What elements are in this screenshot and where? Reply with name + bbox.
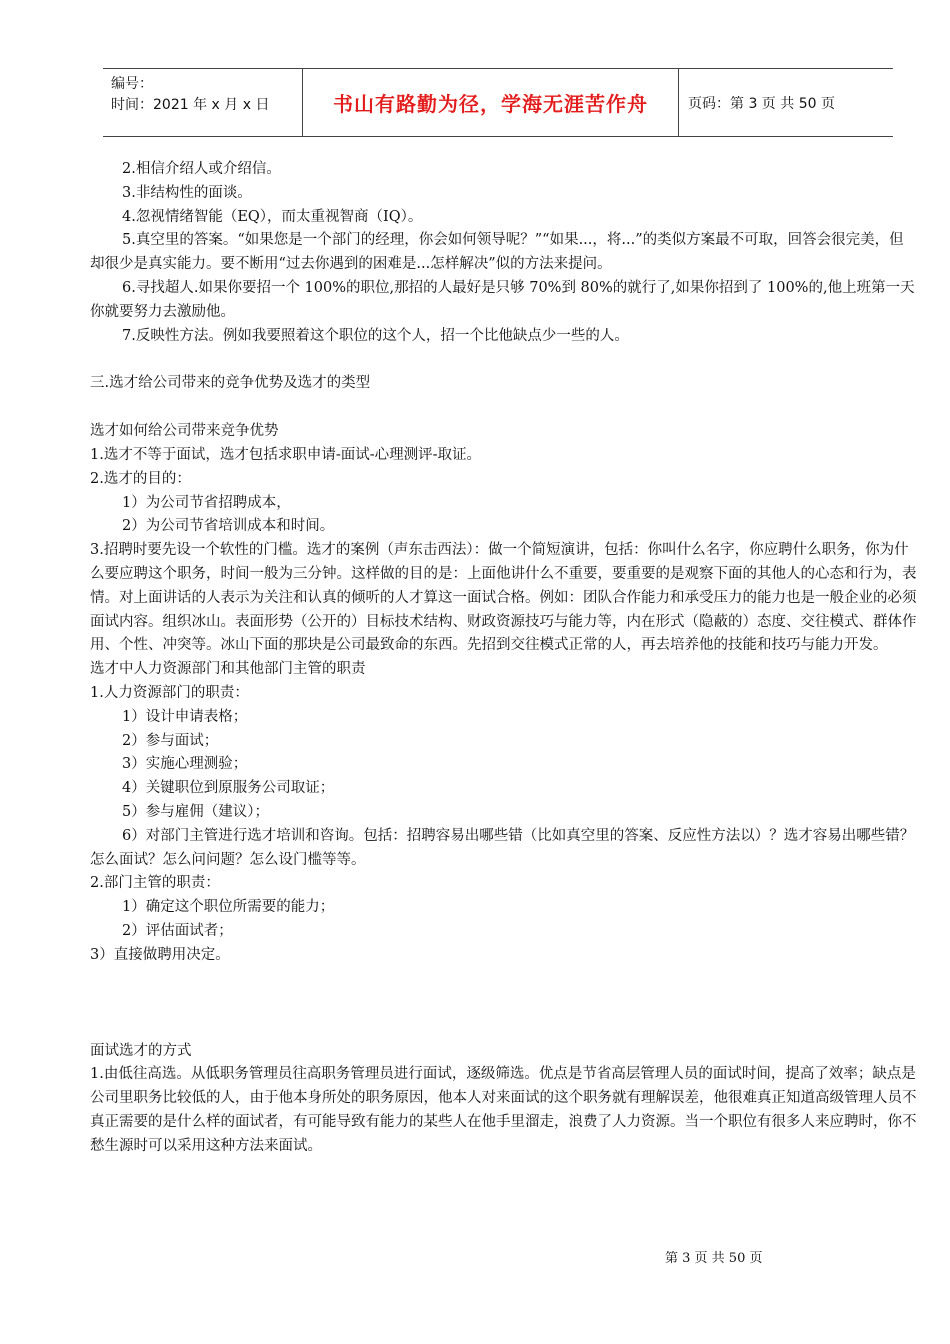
- header-meta: [103, 69, 303, 136]
- list-item: 2）评估面试者；: [122, 922, 233, 939]
- paragraph: 7.反映性方法。例如我要照着这个职位的这个人，招一个比他缺点少一些的人。: [122, 327, 629, 344]
- page-footer: 第 3 页 共 50 页: [665, 1251, 763, 1266]
- paragraph: 1.由低往高选。从低职务管理员往高职务管理员进行面试，逐级筛选。优点是节省高层管理人员的面试时间，提高了效率；缺点是公司里职务比较低的人，由于他本身所处的职务原因，他本人对来面试的这个职务就有理解误差，他很难真正知道高级管理人员不真正需要的是什么样的面试者，有可能导致有能力的某些人在他手里溜走，浪费了人力资源。当一个职位有很多人来应聘时，你不愁生源时可以采用这种方法来面试。: [90, 1066, 917, 1154]
- paragraph: 2.选才的目的：: [90, 470, 191, 487]
- list-item: 3）实施心理测验；: [122, 756, 248, 773]
- header-page-label: 页码：第 3 页 共 50 页: [688, 95, 835, 112]
- paragraph: 3.招聘时要先设一个软性的门槛。选才的案例（声东击西法）：做一个简短演讲，包括：你叫什么名字，你应聘什么职务，你为什么要应聘这个职务，时间一般为三分钟。这样做的目的是：上面他讲什么不重要，要重要的是观察下面的其他人的心态和行为，表情。对上面讲话的人表示为关注和认真的倾听的人才算这一面试合格。例如：团队合作能力和承受压力的能力也是一般企业的必须面试内容。组织冰山。表面形势（公开的）目标技术结构、财政资源技巧与能力等，内在形式（隐蔽的）态度、交往模式、群体作用、个性、冲突等。冰山下面的那块是公司最致命的东西。先招到交往模式正常的人，再去培养他的技能和技巧与能力开发。: [90, 542, 917, 654]
- paragraph: 1.人力资源部门的职责：: [90, 684, 249, 701]
- header-time-label: 时间：2021 年 x 月 x 日: [111, 97, 270, 113]
- list-item: 6）对部门主管进行选才培训和咨询。包括：招聘容易出哪些错（比如真空里的答案、反应性方法以）？选才容易出哪些错？怎么面试？怎么问问题？怎么设门槛等等。: [90, 827, 915, 868]
- paragraph: 2.相信介绍人或介绍信。: [122, 161, 281, 177]
- subsection-heading: 面试选才的方式: [90, 1042, 192, 1059]
- list-item: 1）为公司节省招聘成本，: [122, 494, 291, 511]
- spacer: [90, 396, 917, 420]
- list-item: 2）参与面试；: [122, 732, 219, 749]
- paragraph: 5.真空里的答案。“如果您是一个部门的经理，你会如何领导呢？”“如果...，将...”的类似方案最不可取，回答会很完美，但却很少是真实能力。要不断用“过去你遇到的困难是...怎样解决”似的方法来提问。: [90, 232, 904, 273]
- list-item: 5）参与雇佣（建议）；: [122, 803, 269, 820]
- paragraph: 6.寻找超人.如果你要招一个 100%的职位,那招的人最好是只够 70%到 80%的就行了,如果你招到了 100%的,他上班第一天你就要努力去激励他。: [90, 279, 915, 320]
- subsection-heading: 选才如何给公司带来竞争优势: [90, 423, 279, 440]
- spacer: [90, 968, 917, 1040]
- paragraph: 3.非结构性的面谈。: [122, 184, 252, 201]
- list-item: 4）关键职位到原服务公司取证；: [122, 780, 335, 797]
- subsection-heading: 选才中人力资源部门和其他部门主管的职责: [90, 661, 366, 678]
- paragraph: 4.忽视情绪智能（EQ），而太重视智商（IQ）。: [122, 208, 423, 225]
- list-item: 1）确定这个职位所需要的能力；: [122, 899, 335, 916]
- spacer: [90, 348, 917, 372]
- page-header: [103, 68, 893, 137]
- section-heading: 三.选才给公司带来的竞争优势及选才的类型: [90, 375, 371, 392]
- paragraph: 2.部门主管的职责：: [90, 875, 220, 892]
- list-item: 1）设计申请表格；: [122, 708, 248, 725]
- paragraph: 1.选才不等于面试，选才包括求职申请-面试-心理测评-取证。: [90, 446, 482, 463]
- header-motto: 书山有路勤为径，学海无涯苦作舟: [303, 69, 679, 136]
- list-item: 3）直接做聘用决定。: [90, 946, 230, 963]
- list-item: 2）为公司节省培训成本和时间。: [122, 518, 335, 535]
- header-number-label: 编号：: [111, 76, 153, 92]
- document-body: [90, 158, 917, 1158]
